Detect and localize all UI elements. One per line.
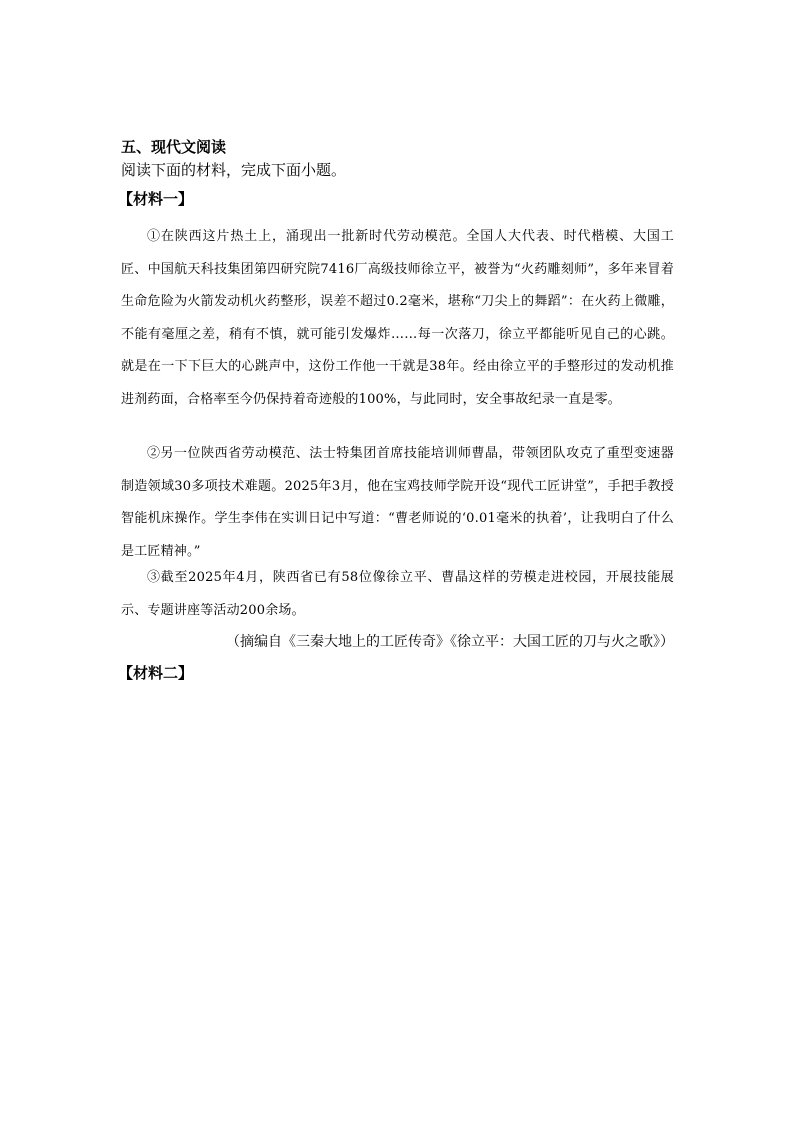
section-heading: 五、现代文阅读 [121, 138, 227, 156]
reading-instruction: 阅读下面的材料，完成下面小题。 [121, 161, 347, 179]
material-one-paragraph-3: ③截至2025年4月，陕西省已有58位像徐立平、曹晶这样的劳模走进校园，开展技能展示、专题讲座等活动200余场。 [121, 570, 674, 618]
material-one-paragraph-1: ①在陕西这片热土上，涌现出一批新时代劳动模范。全国人大代表、时代楷模、大国工匠、中国航天科技集团第四研究院7416厂高级技师徐立平，被誉为“火药雕刻师”，多年来冒着生命危险为火箭发动机火药整形，误差不超过0.2毫米，堪称“刀尖上的舞蹈”：在火药上微雕，不能有毫厘之差，稍有不慎，就可能引发爆炸……每一次落刀，徐立平都能听见自己的心跳。就是在一下下巨大的心跳声中，这份工作他一干就是38年。经由徐立平的手整形过的发动机推进剂药面，合格率至今仍保持着奇迹般的100%，与此同时，安全事故纪录一直是零。 [121, 229, 674, 407]
material-one-source: （摘编自《三秦大地上的工匠传奇》《徐立平：大国工匠的刀与火之歌》） [226, 634, 674, 650]
material-two-label: 【材料二】 [118, 664, 194, 682]
material-one-paragraph-2: ②另一位陕西省劳动模范、法士特集团首席技能培训师曹晶，带领团队攻克了重型变速器制造领域30多项技术难题。2025年3月，他在宝鸡技师学院开设“现代工匠讲堂”，手把手教授智能机床操作。学生李伟在实训日记中写道：“曹老师说的‘0.01毫米的执着’，让我明白了什么是工匠精神。” [121, 446, 674, 559]
material-one-label: 【材料一】 [118, 190, 194, 208]
